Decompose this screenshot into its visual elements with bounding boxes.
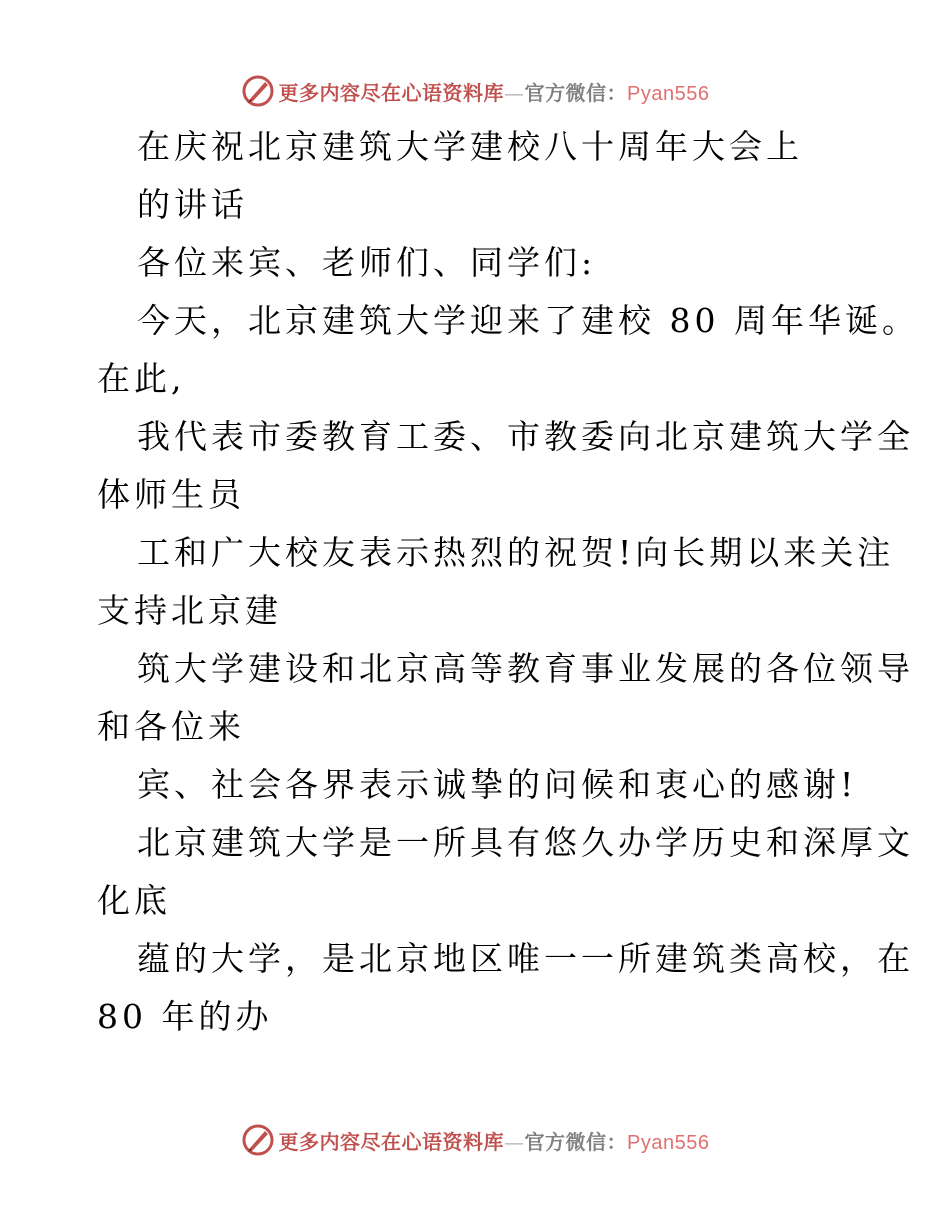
doc-line: 今天，北京建筑大学迎来了建校 80 周年华诞。	[137, 301, 919, 340]
banner-text	[279, 77, 710, 106]
pen-circle-logo-icon	[241, 74, 275, 108]
banner-wechat-label: 官方微信：	[524, 1129, 628, 1154]
banner-wechat-id: Pyan556	[627, 82, 710, 105]
doc-line: 和各位来	[97, 707, 245, 746]
banner-separator: —	[504, 1129, 525, 1154]
doc-title-line-1: 在庆祝北京建筑大学建校八十周年大会上	[137, 127, 803, 166]
doc-line: 80 年的办	[97, 997, 273, 1036]
doc-line: 北京建筑大学是一所具有悠久办学历史和深厚文	[137, 823, 914, 862]
doc-line: 在此,	[97, 359, 186, 398]
banner-wechat-label: 官方微信：	[524, 80, 628, 105]
pen-circle-logo-icon	[241, 1123, 275, 1157]
doc-title-line-2: 的讲话	[137, 185, 248, 224]
banner-wechat-id: Pyan556	[627, 1131, 710, 1154]
doc-line: 化底	[97, 881, 171, 920]
doc-line: 体师生员	[97, 475, 245, 514]
banner-separator: —	[504, 80, 525, 105]
doc-salutation: 各位来宾、老师们、同学们:	[137, 243, 597, 282]
doc-line: 支持北京建	[97, 591, 282, 630]
header-banner	[0, 71, 950, 111]
doc-line: 筑大学建设和北京高等教育事业发展的各位领导	[137, 649, 914, 688]
banner-main-text: 更多内容尽在心语资料库	[278, 80, 505, 105]
footer-banner	[0, 1120, 950, 1160]
doc-line: 蕴的大学，是北京地区唯一一所建筑类高校，在	[137, 939, 914, 978]
doc-line: 工和广大校友表示热烈的祝贺!向长期以来关注	[137, 533, 895, 572]
doc-line: 宾、社会各界表示诚挚的问候和衷心的感谢!	[137, 765, 858, 804]
banner-main-text: 更多内容尽在心语资料库	[278, 1129, 505, 1154]
banner-text	[279, 1126, 710, 1155]
doc-line: 我代表市委教育工委、市教委向北京建筑大学全	[137, 417, 914, 456]
